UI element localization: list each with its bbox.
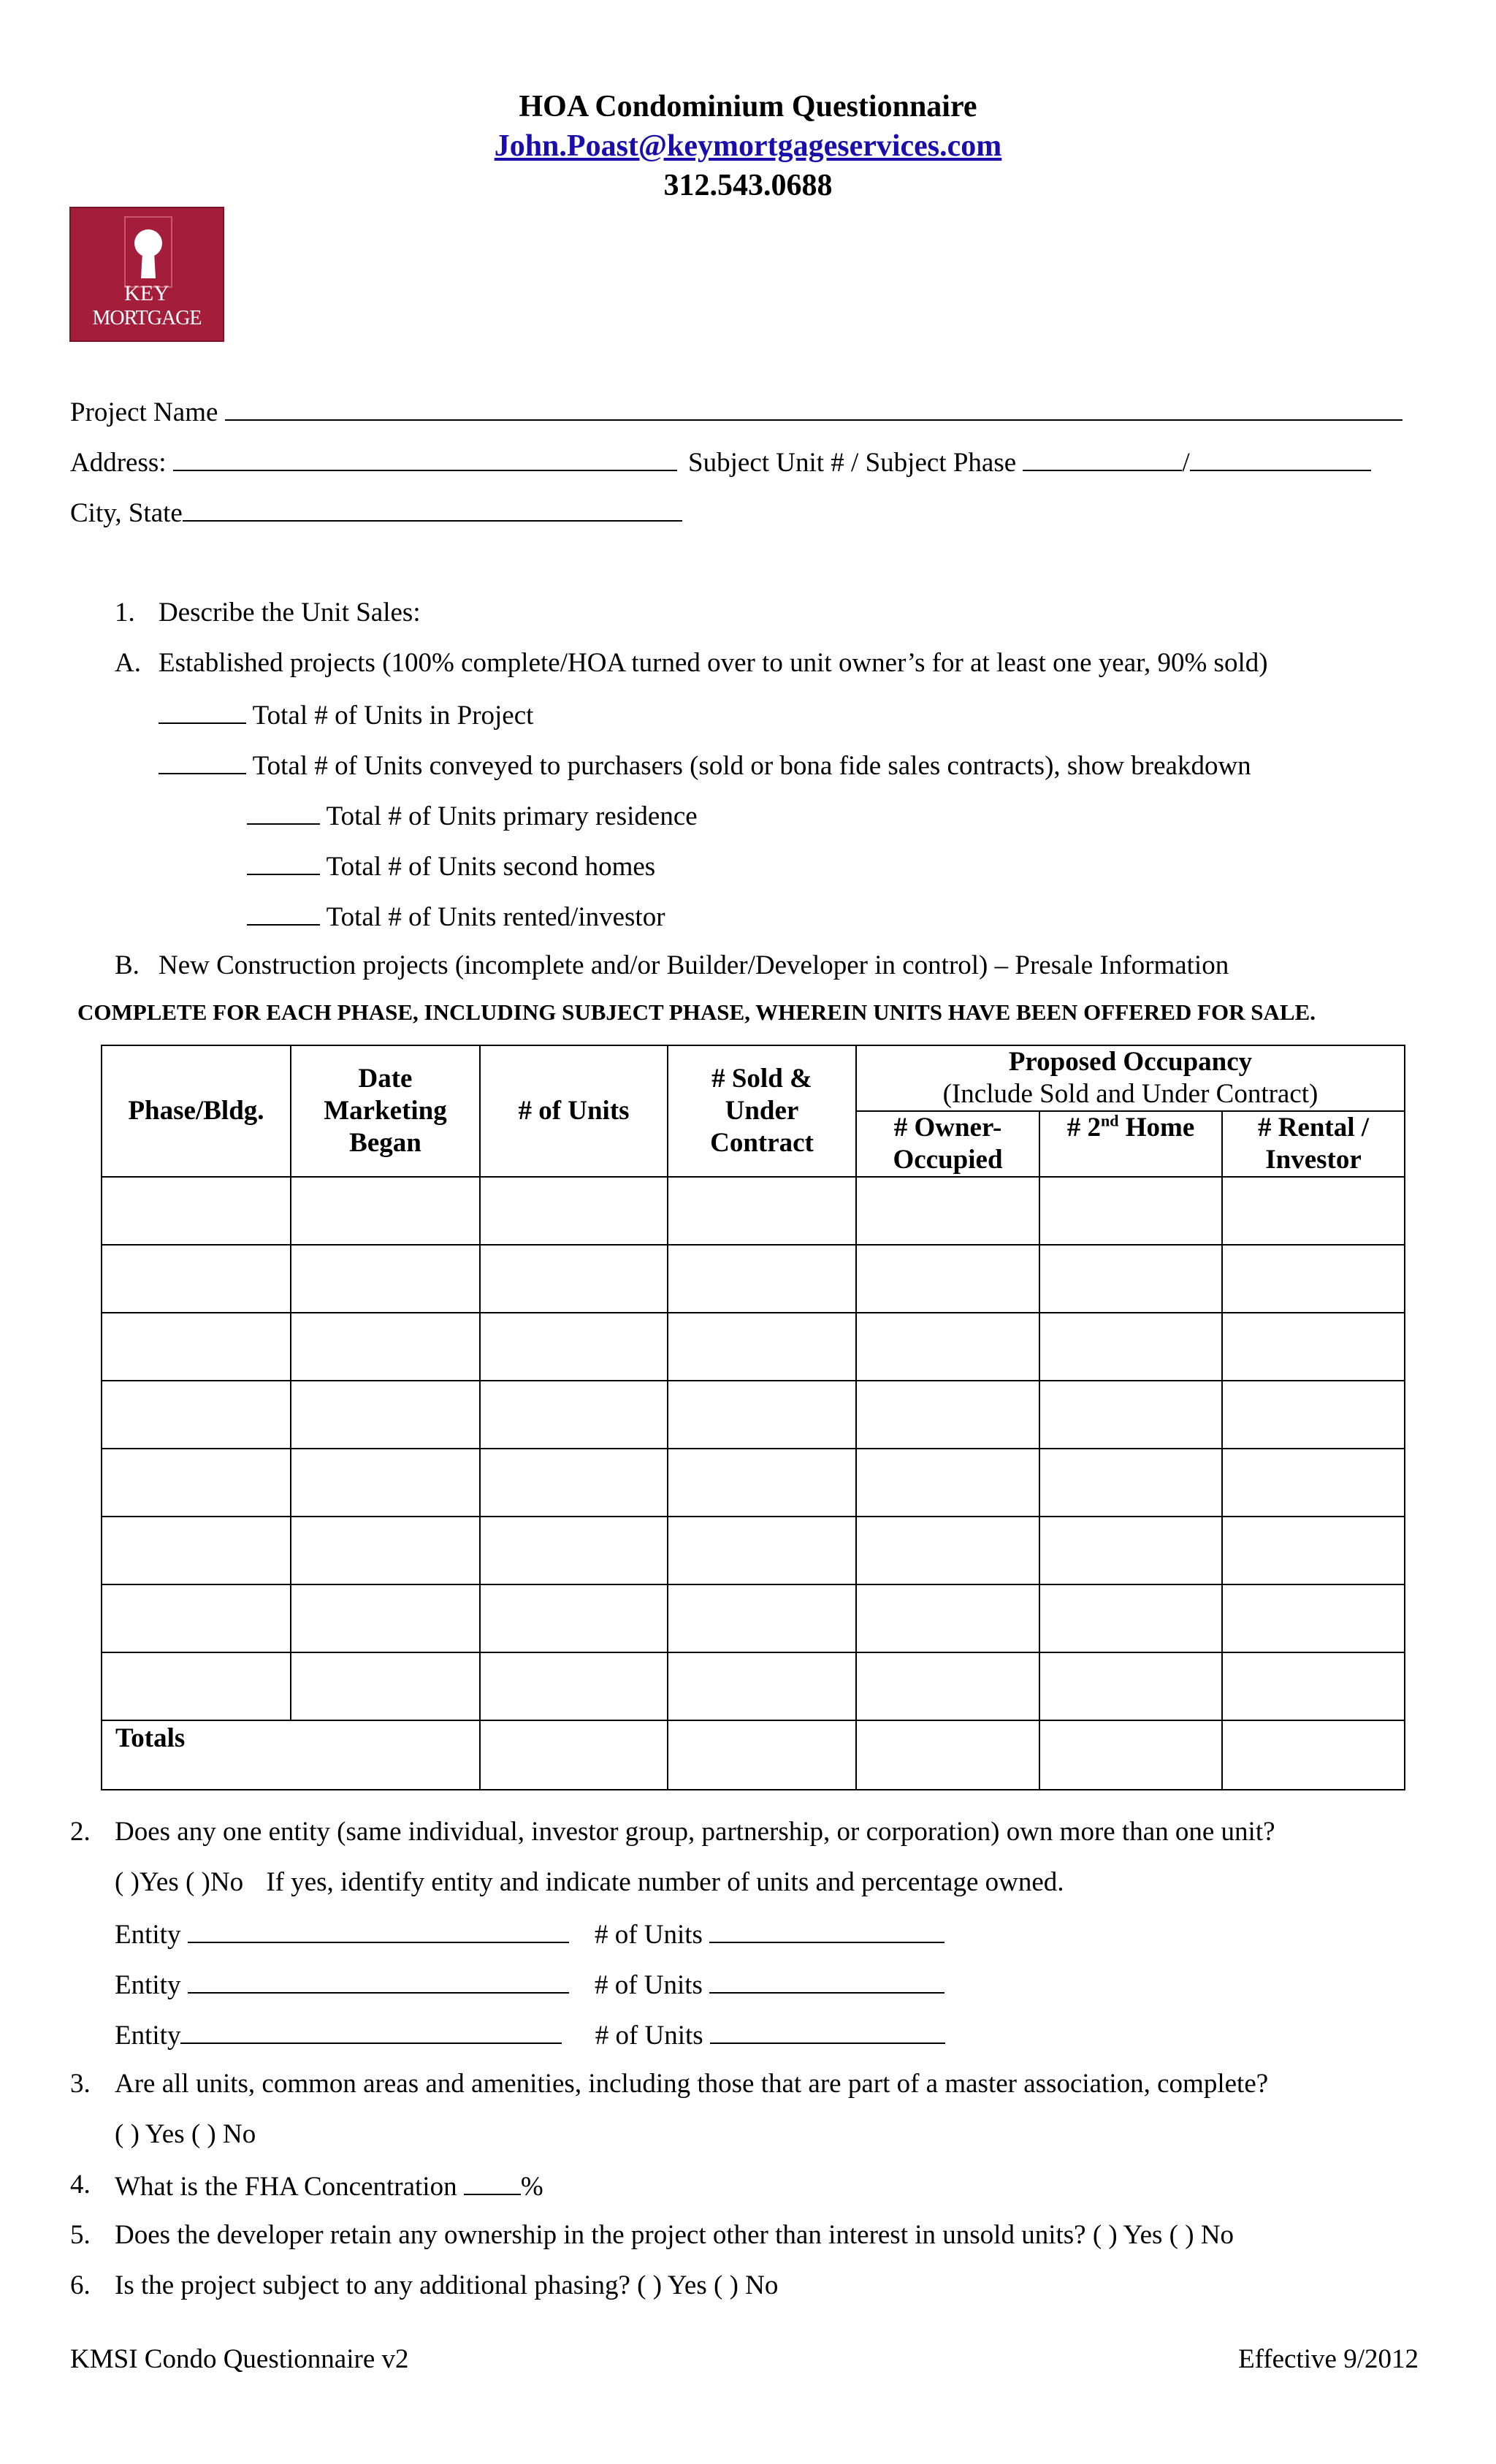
table-cell[interactable] xyxy=(102,1177,291,1245)
total-units-input[interactable] xyxy=(159,698,246,724)
col-second-prefix: # 2 xyxy=(1066,1113,1101,1143)
fha-concentration-input[interactable] xyxy=(464,2169,521,2195)
key-mortgage-logo xyxy=(69,207,224,342)
entity-units-label: # of Units xyxy=(594,1920,703,1950)
entity-input[interactable] xyxy=(188,1917,569,1943)
table-cell[interactable] xyxy=(291,1177,480,1245)
col-rental-investor xyxy=(1222,1111,1405,1177)
table-cell[interactable] xyxy=(668,1381,856,1449)
table-cell[interactable] xyxy=(856,1381,1039,1449)
entity-label: Entity xyxy=(115,2021,181,2051)
table-cell[interactable] xyxy=(668,1517,856,1584)
q1a-sub-rented xyxy=(247,899,665,934)
col-second-home xyxy=(1039,1111,1222,1177)
total-units-label: Total # of Units in Project xyxy=(252,701,534,731)
table-header-row xyxy=(102,1045,1405,1111)
second-homes-label: Total # of Units second homes xyxy=(326,852,656,882)
totals-cell[interactable] xyxy=(480,1720,668,1790)
table-cell[interactable] xyxy=(291,1245,480,1313)
table-row xyxy=(102,1584,1405,1652)
entity-units-input[interactable] xyxy=(710,2018,945,2044)
table-cell[interactable] xyxy=(102,1584,291,1652)
q1a-sub-second xyxy=(247,849,655,883)
col-rental-line-1: # Rental / xyxy=(1257,1113,1370,1143)
col-date-line-2: Marketing xyxy=(324,1096,447,1126)
phone-number: 312.543.0688 xyxy=(663,169,833,202)
table-cell[interactable] xyxy=(1039,1517,1222,1584)
q1a-letter: A. xyxy=(115,648,141,678)
q4-number: 4. xyxy=(70,2170,91,2200)
table-cell[interactable] xyxy=(102,1517,291,1584)
table-cell[interactable] xyxy=(1039,1652,1222,1720)
q1a-sub-primary xyxy=(247,798,698,833)
table-cell[interactable] xyxy=(480,1517,668,1584)
project-name-label: Project Name xyxy=(70,397,218,427)
subject-unit-label: Subject Unit # / Subject Phase xyxy=(688,448,1017,478)
table-cell[interactable] xyxy=(1039,1449,1222,1517)
city-state-field xyxy=(70,495,682,530)
col-sold-line-1: # Sold & xyxy=(711,1064,812,1094)
subject-separator: / xyxy=(1182,448,1190,478)
table-cell[interactable] xyxy=(856,1584,1039,1652)
table-row xyxy=(102,1245,1405,1313)
table-cell[interactable] xyxy=(291,1313,480,1381)
units-conveyed-label: Total # of Units conveyed to purchasers (sold or bona fide sales contracts), show breakdown xyxy=(252,751,1251,781)
table-cell[interactable] xyxy=(480,1245,668,1313)
table-cell[interactable] xyxy=(668,1584,856,1652)
logo-text-mortgage: MORTGAGE xyxy=(92,307,202,329)
q2-yes-no[interactable]: ( )Yes ( )No xyxy=(115,1867,244,1897)
table-cell[interactable] xyxy=(668,1449,856,1517)
rented-investor-label: Total # of Units rented/investor xyxy=(326,902,665,932)
table-cell[interactable] xyxy=(102,1652,291,1720)
q2-number: 2. xyxy=(70,1817,91,1847)
table-cell[interactable] xyxy=(102,1449,291,1517)
table-row xyxy=(102,1449,1405,1517)
subject-unit-input[interactable] xyxy=(1023,445,1182,471)
totals-cell[interactable] xyxy=(1222,1720,1405,1790)
q3-yes-no[interactable]: ( ) Yes ( ) No xyxy=(115,2119,256,2149)
table-cell[interactable] xyxy=(480,1584,668,1652)
table-row xyxy=(102,1652,1405,1720)
q5-text: Does the developer retain any ownership in the project other than interest in unsold units? ( ) Yes ( ) No xyxy=(115,2220,1234,2250)
table-row xyxy=(102,1177,1405,1245)
q3-number: 3. xyxy=(70,2069,91,2099)
table-cell[interactable] xyxy=(291,1517,480,1584)
email-link-row xyxy=(0,127,1496,165)
entity-units-label: # of Units xyxy=(595,2021,703,2051)
table-cell[interactable] xyxy=(1039,1313,1222,1381)
table-cell[interactable] xyxy=(1222,1652,1405,1720)
table-cell[interactable] xyxy=(856,1313,1039,1381)
entity-units-input[interactable] xyxy=(709,1967,944,1994)
primary-residence-input[interactable] xyxy=(247,798,320,825)
col-owner-line-1: # Owner- xyxy=(893,1113,1002,1143)
table-cell[interactable] xyxy=(480,1313,668,1381)
table-cell[interactable] xyxy=(1222,1517,1405,1584)
table-cell[interactable] xyxy=(1222,1449,1405,1517)
col-proposed-occupancy xyxy=(856,1045,1405,1111)
q4-percent: % xyxy=(520,2172,543,2202)
table-cell[interactable] xyxy=(668,1313,856,1381)
table-cell[interactable] xyxy=(668,1177,856,1245)
q1b-text: New Construction projects (incomplete and/or Builder/Developer in control) – Presale Information xyxy=(159,950,1229,980)
col-sold-under-contract xyxy=(668,1045,856,1177)
totals-cell[interactable] xyxy=(668,1720,856,1790)
city-state-label: City, State xyxy=(70,498,183,528)
table-cell[interactable] xyxy=(102,1313,291,1381)
address-label: Address: xyxy=(70,448,167,478)
units-conveyed-input[interactable] xyxy=(159,748,246,774)
col-date-marketing xyxy=(291,1045,480,1177)
table-cell[interactable] xyxy=(291,1652,480,1720)
table-cell[interactable] xyxy=(102,1381,291,1449)
q1b-letter: B. xyxy=(115,950,140,980)
col-date-line-1: Date xyxy=(358,1064,413,1094)
logo-text-key: KEY xyxy=(124,281,169,305)
phase-instruction: COMPLETE FOR EACH PHASE, INCLUDING SUBJECT PHASE, WHEREIN UNITS HAVE BEEN OFFERED FOR SALE. xyxy=(77,999,1316,1025)
col-second-superscript: nd xyxy=(1100,1111,1119,1130)
proposed-occupancy-subtitle: (Include Sold and Under Contract) xyxy=(942,1079,1318,1109)
totals-row xyxy=(102,1720,1405,1790)
entity-units-label: # of Units xyxy=(594,1970,703,2000)
q1-number: 1. xyxy=(115,598,135,628)
col-sold-line-3: Contract xyxy=(710,1128,814,1158)
footer-right: Effective 9/2012 xyxy=(1238,2344,1419,2374)
entity-label: Entity xyxy=(115,1920,181,1950)
rented-investor-input[interactable] xyxy=(247,899,320,926)
address-input[interactable] xyxy=(173,445,677,471)
presale-table xyxy=(101,1045,1405,1790)
table-cell[interactable] xyxy=(856,1449,1039,1517)
q3-text: Are all units, common areas and amenities, including those that are part of a master association, complete? xyxy=(115,2069,1269,2099)
second-homes-input[interactable] xyxy=(247,849,320,875)
table-cell[interactable] xyxy=(291,1449,480,1517)
table-cell[interactable] xyxy=(1039,1177,1222,1245)
q1a-item-total-units xyxy=(159,698,533,732)
email-link[interactable]: John.Poast@keymortgageservices.com xyxy=(494,129,1002,163)
table-cell[interactable] xyxy=(856,1652,1039,1720)
subject-phase-input[interactable] xyxy=(1190,445,1371,471)
table-cell[interactable] xyxy=(1222,1313,1405,1381)
city-state-input[interactable] xyxy=(183,495,682,522)
table-cell[interactable] xyxy=(1222,1584,1405,1652)
col-phase-bldg: Phase/Bldg. xyxy=(102,1045,291,1177)
col-rental-line-2: Investor xyxy=(1265,1145,1362,1175)
table-cell[interactable] xyxy=(1222,1381,1405,1449)
totals-cell[interactable] xyxy=(1039,1720,1222,1790)
q5-number: 5. xyxy=(70,2220,91,2250)
q4-text: What is the FHA Concentration xyxy=(115,2172,457,2202)
table-cell[interactable] xyxy=(668,1652,856,1720)
q1a-item-units-conveyed xyxy=(159,748,1251,782)
col-second-suffix: Home xyxy=(1118,1113,1195,1143)
col-owner-occupied xyxy=(856,1111,1039,1177)
entity-row xyxy=(115,2018,945,2052)
table-cell[interactable] xyxy=(856,1517,1039,1584)
q2-followup: If yes, identify entity and indicate number of units and percentage owned. xyxy=(266,1867,1064,1897)
table-cell[interactable] xyxy=(480,1652,668,1720)
table-cell[interactable] xyxy=(856,1245,1039,1313)
q1a-text: Established projects (100% complete/HOA turned over to unit owner’s for at least one year, 90% sold) xyxy=(159,648,1268,678)
primary-residence-label: Total # of Units primary residence xyxy=(326,801,698,831)
table-cell[interactable] xyxy=(1222,1245,1405,1313)
entity-units-input[interactable] xyxy=(709,1917,944,1943)
address-field xyxy=(70,445,1371,479)
q2-options-row xyxy=(115,1866,1064,1899)
table-cell[interactable] xyxy=(291,1381,480,1449)
entity-row xyxy=(115,1967,944,2002)
footer-left: KMSI Condo Questionnaire v2 xyxy=(70,2344,409,2374)
entity-input[interactable] xyxy=(188,1967,569,1994)
q1-text: Describe the Unit Sales: xyxy=(159,598,421,628)
q6-text: Is the project subject to any additional phasing? ( ) Yes ( ) No xyxy=(115,2270,779,2300)
q2-text: Does any one entity (same individual, investor group, partnership, or corporation) own more than one unit? xyxy=(115,1817,1275,1847)
table-cell[interactable] xyxy=(480,1449,668,1517)
table-cell[interactable] xyxy=(480,1177,668,1245)
page-title: HOA Condominium Questionnaire xyxy=(519,90,977,123)
entity-input[interactable] xyxy=(180,2018,562,2044)
q4-row xyxy=(115,2169,543,2203)
entity-label: Entity xyxy=(115,1970,181,2000)
col-owner-line-2: Occupied xyxy=(893,1145,1003,1175)
table-cell[interactable] xyxy=(102,1245,291,1313)
project-name-field xyxy=(70,394,1402,429)
table-row xyxy=(102,1517,1405,1584)
table-cell[interactable] xyxy=(1039,1381,1222,1449)
col-date-line-3: Began xyxy=(349,1128,421,1158)
proposed-occupancy-title: Proposed Occupancy xyxy=(1008,1047,1253,1077)
table-cell[interactable] xyxy=(668,1245,856,1313)
table-cell[interactable] xyxy=(1039,1245,1222,1313)
table-cell[interactable] xyxy=(1222,1177,1405,1245)
table-cell[interactable] xyxy=(291,1584,480,1652)
totals-cell[interactable] xyxy=(856,1720,1039,1790)
table-cell[interactable] xyxy=(856,1177,1039,1245)
entity-row xyxy=(115,1917,944,1951)
col-sold-line-2: Under xyxy=(725,1096,799,1126)
totals-label: Totals xyxy=(102,1720,480,1790)
table-cell[interactable] xyxy=(1039,1584,1222,1652)
table-row xyxy=(102,1313,1405,1381)
project-name-input[interactable] xyxy=(225,394,1402,421)
table-row xyxy=(102,1381,1405,1449)
table-cell[interactable] xyxy=(480,1381,668,1449)
q6-number: 6. xyxy=(70,2270,91,2300)
col-num-units: # of Units xyxy=(480,1045,668,1177)
